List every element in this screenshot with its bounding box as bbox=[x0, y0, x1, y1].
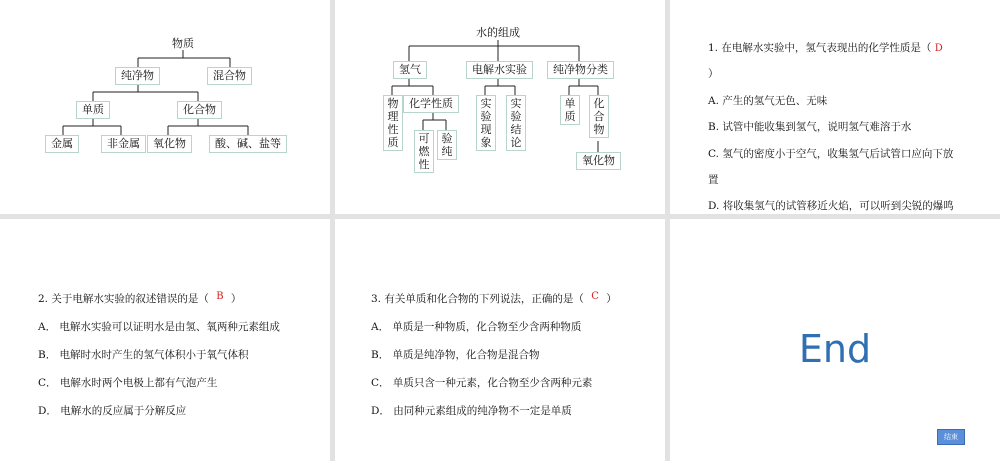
option-c: C． 单质只含一种元素，化合物至少含两种元素 bbox=[371, 377, 593, 389]
slide-3-thumbnail[interactable] bbox=[670, 0, 1000, 214]
question-1 bbox=[708, 41, 943, 56]
option-b: B． 单质是纯净物，化合物是混合物 bbox=[371, 349, 540, 361]
question-2-answer: B bbox=[216, 291, 224, 302]
tree-title: 水的组成 bbox=[476, 26, 520, 39]
node-physical-properties: 物理性质 bbox=[383, 95, 403, 151]
node-oxide: 氧化物 bbox=[576, 152, 621, 170]
question-1-close: ） bbox=[708, 68, 719, 80]
question-3-close: ） bbox=[606, 293, 617, 305]
option-a: A． 电解水实验可以证明水是由氢、氧两种元素组成 bbox=[38, 321, 280, 333]
option-c: C. 氢气的密度小于空气，收集氢气后试管口应向下放 bbox=[708, 148, 954, 160]
option-a: A． 单质是一种物质，化合物至少含两种物质 bbox=[371, 321, 582, 333]
question-2-close: ） bbox=[230, 293, 242, 305]
node-conclusion: 实验结论 bbox=[506, 95, 526, 151]
option-a: A. 产生的氢气无色、无味 bbox=[708, 95, 828, 107]
node-hydrogen: 氢气 bbox=[393, 61, 427, 79]
node-compound: 化合物 bbox=[177, 101, 222, 119]
question-1-text: 1. 在电解水实验中，氢气表现出的化学性质是（ bbox=[708, 42, 932, 54]
node-electrolysis: 电解水实验 bbox=[466, 61, 533, 79]
node-mixture: 混合物 bbox=[207, 67, 252, 85]
slide-4-thumbnail[interactable] bbox=[0, 219, 330, 461]
node-purity-test: 验纯 bbox=[437, 130, 457, 160]
option-d: D． 由同种元素组成的纯净物不一定是单质 bbox=[371, 405, 572, 417]
tree-connectors bbox=[0, 0, 330, 214]
option-b: B． 电解时水时产生的氢气体积小于氧气体积 bbox=[38, 349, 249, 361]
question-3-text: 3. 有关单质和化合物的下列说法，正确的是（ bbox=[371, 293, 584, 305]
slide-5-thumbnail[interactable] bbox=[335, 219, 665, 461]
question-3 bbox=[371, 292, 617, 307]
node-phenomenon: 实验现象 bbox=[476, 95, 496, 151]
node-pure-substance: 纯净物 bbox=[115, 67, 160, 85]
node-oxide: 氧化物 bbox=[147, 135, 192, 153]
node-element: 单质 bbox=[76, 101, 110, 119]
node-metal: 金属 bbox=[45, 135, 79, 153]
slide-2-thumbnail[interactable] bbox=[335, 0, 665, 214]
option-d: D． 电解水的反应属于分解反应 bbox=[38, 405, 187, 417]
tree-root-label: 物质 bbox=[172, 37, 194, 50]
node-nonmetal: 非金属 bbox=[101, 135, 146, 153]
question-2-text: 2. 关于电解水实验的叙述错误的是（ bbox=[38, 293, 209, 305]
option-b: B. 试管中能收集到氢气，说明氢气难溶于水 bbox=[708, 121, 912, 133]
node-chemical-properties: 化学性质 bbox=[403, 95, 459, 113]
slide-6-thumbnail[interactable] bbox=[670, 219, 1000, 461]
option-c-continued: 置 bbox=[708, 174, 719, 186]
slide-1-thumbnail[interactable] bbox=[0, 0, 330, 214]
question-3-answer: C bbox=[591, 291, 599, 302]
option-c: C． 电解水时两个电极上都有气泡产生 bbox=[38, 377, 218, 389]
question-2 bbox=[38, 292, 241, 307]
end-title: End bbox=[798, 327, 872, 371]
node-element: 单质 bbox=[560, 95, 580, 125]
node-flammable: 可燃性 bbox=[414, 130, 434, 173]
end-button[interactable]: 结束 bbox=[937, 429, 965, 445]
question-1-answer: D bbox=[934, 43, 943, 54]
option-d: D. 将收集氢气的试管移近火焰，可以听到尖锐的爆鸣 bbox=[708, 200, 954, 212]
node-classification: 纯净物分类 bbox=[547, 61, 614, 79]
node-compound: 化合物 bbox=[589, 95, 609, 138]
node-acid-base-salt: 酸、碱、盐等 bbox=[209, 135, 287, 153]
